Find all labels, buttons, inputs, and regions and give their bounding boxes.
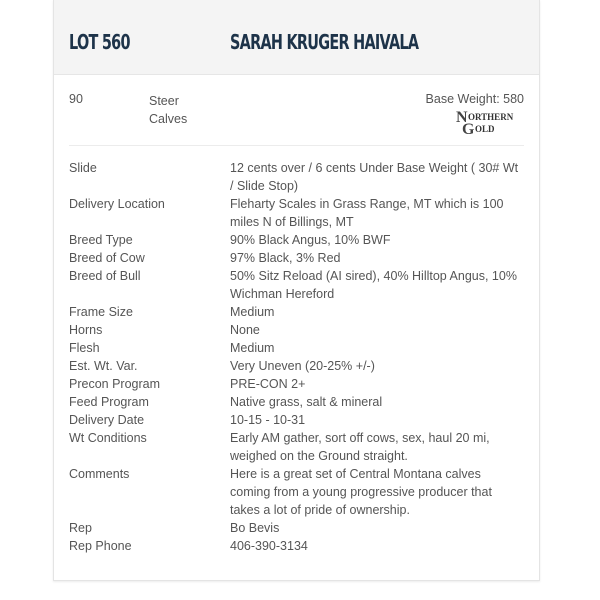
svg-text:OLD: OLD: [475, 124, 495, 134]
detail-row: [69, 519, 524, 537]
lot-number: LOT 560: [69, 30, 130, 54]
detail-value: 12 cents over / 6 cents Under Base Weight ( 30# Wt / Slide Stop): [230, 161, 519, 193]
detail-value: None: [230, 323, 260, 337]
lot-card: [53, 0, 540, 581]
detail-label: Precon Program: [69, 377, 161, 391]
base-weight: Base Weight: 580: [425, 92, 524, 106]
detail-row: [69, 465, 524, 519]
detail-row: [69, 375, 524, 393]
lot-summary: [69, 75, 524, 146]
detail-row: [69, 537, 524, 555]
detail-row: [69, 267, 524, 303]
detail-value: 10-15 - 10-31: [230, 413, 306, 427]
detail-value: 406-390-3134: [230, 539, 308, 553]
detail-label: Feed Program: [69, 395, 149, 409]
head-count: 90: [69, 92, 83, 106]
svg-text:G: G: [462, 121, 475, 135]
detail-value: 50% Sitz Reload (AI sired), 40% Hilltop Angus, 10% Wichman Hereford: [230, 269, 517, 301]
detail-value: Bo Bevis: [230, 521, 280, 535]
detail-label: Rep: [69, 521, 92, 535]
detail-row: [69, 411, 524, 429]
detail-label: Breed of Cow: [69, 251, 145, 265]
detail-label: Rep Phone: [69, 539, 132, 553]
detail-row: [69, 321, 524, 339]
detail-label: Breed Type: [69, 233, 133, 247]
svg-text:N: N: [456, 109, 468, 126]
northern-gold-logo-icon: [454, 109, 524, 135]
detail-row: [69, 429, 524, 465]
detail-row: [69, 249, 524, 267]
detail-row: [69, 357, 524, 375]
cattle-type: Steer Calves: [149, 94, 188, 126]
detail-row: [69, 339, 524, 357]
detail-value: Medium: [230, 305, 275, 319]
seller-name: SARAH KRUGER HAIVALA: [230, 30, 419, 54]
detail-value: Fleharty Scales in Grass Range, MT which is 100 miles N of Billings, MT: [230, 197, 504, 229]
detail-label: Frame Size: [69, 305, 133, 319]
detail-value: Early AM gather, sort off cows, sex, haul 20 mi, weighed on the Ground straight.: [230, 431, 490, 463]
detail-label: Flesh: [69, 341, 100, 355]
detail-value: Native grass, salt & mineral: [230, 395, 383, 409]
detail-row: [69, 195, 524, 231]
detail-label: Wt Conditions: [69, 431, 147, 445]
detail-value: Here is a great set of Central Montana calves coming from a young progressive producer that takes a lot of pride of ownership.: [230, 467, 492, 517]
detail-value: Medium: [230, 341, 275, 355]
detail-label: Breed of Bull: [69, 269, 141, 283]
detail-label: Slide: [69, 161, 97, 175]
detail-value: 97% Black, 3% Red: [230, 251, 341, 265]
lot-details: [69, 159, 524, 555]
detail-row: [69, 231, 524, 249]
detail-value: 90% Black Angus, 10% BWF: [230, 233, 391, 247]
detail-row: [69, 303, 524, 321]
detail-label: Horns: [69, 323, 103, 337]
detail-row: [69, 393, 524, 411]
lot-header: [54, 0, 539, 75]
detail-label: Comments: [69, 467, 130, 481]
detail-value: Very Uneven (20-25% +/-): [230, 359, 375, 373]
svg-text:ORTHERN: ORTHERN: [468, 112, 514, 122]
detail-label: Delivery Date: [69, 413, 145, 427]
detail-label: Est. Wt. Var.: [69, 359, 138, 373]
detail-value: PRE-CON 2+: [230, 377, 306, 391]
detail-label: Delivery Location: [69, 197, 165, 211]
detail-row: [69, 159, 524, 195]
